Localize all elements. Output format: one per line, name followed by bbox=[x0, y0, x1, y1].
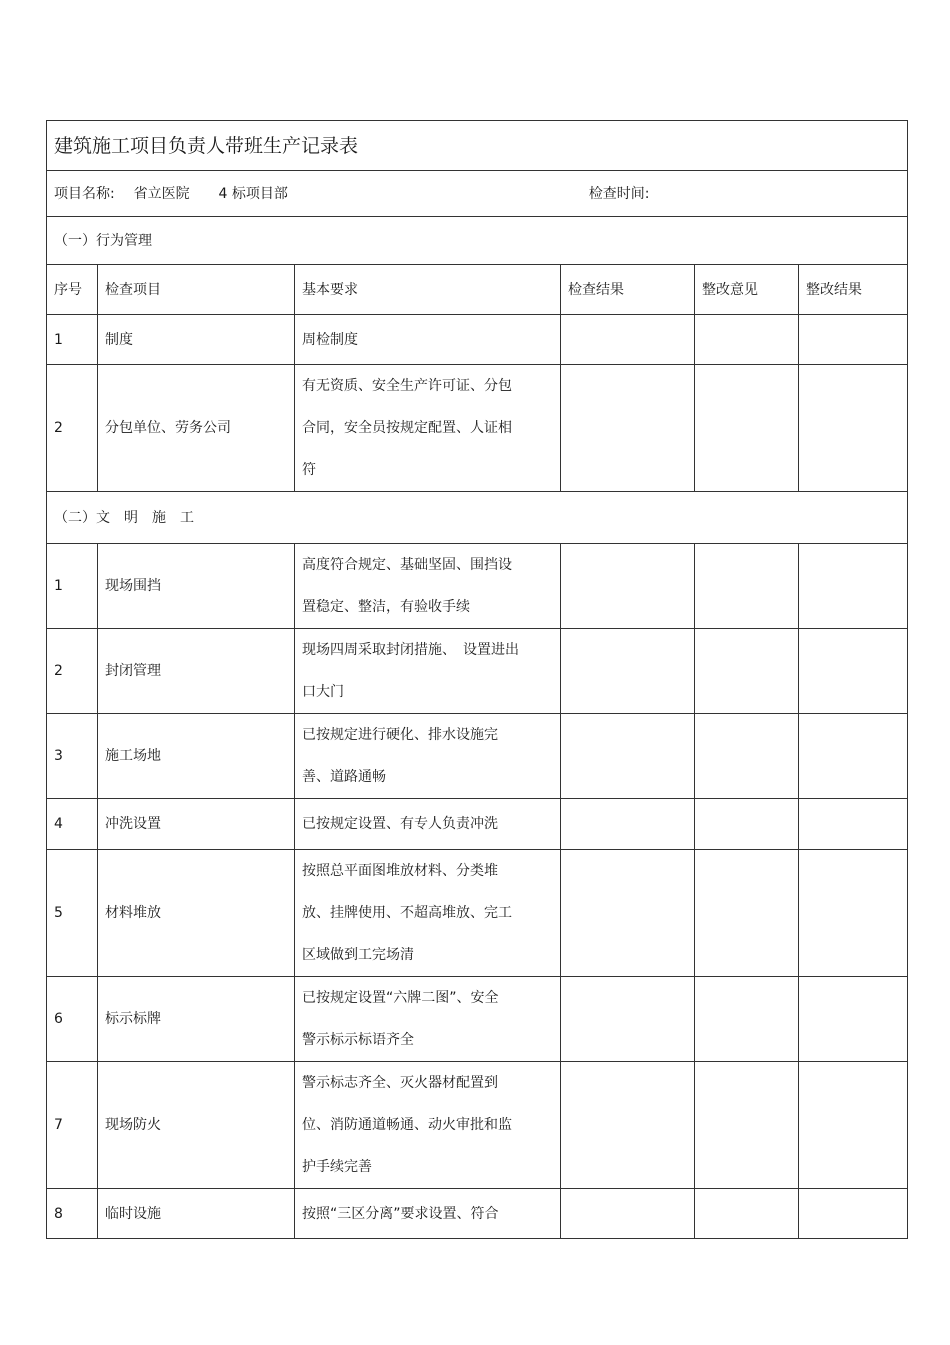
row-requirement bbox=[295, 977, 561, 1062]
table-row bbox=[47, 315, 908, 365]
requirement-line: 已按规定设置“六牌二图”、安全 bbox=[302, 990, 499, 1006]
requirement-line: 有无资质、安全生产许可证、分包 bbox=[302, 378, 512, 394]
requirement-line: 现场四周采取封闭措施、 设置进出 bbox=[302, 642, 519, 658]
fix-result-cell[interactable] bbox=[799, 365, 908, 492]
row-item: 制度 bbox=[98, 315, 295, 365]
row-item: 临时设施 bbox=[98, 1189, 295, 1239]
requirement-line: 善、道路通畅 bbox=[302, 769, 386, 785]
result-cell[interactable] bbox=[561, 544, 695, 629]
advice-cell[interactable] bbox=[695, 977, 799, 1062]
row-requirement bbox=[295, 1189, 561, 1239]
advice-cell[interactable] bbox=[695, 629, 799, 714]
advice-cell[interactable] bbox=[695, 1189, 799, 1239]
row-number: 1 bbox=[47, 544, 98, 629]
table-row bbox=[47, 714, 908, 799]
fix-result-cell[interactable] bbox=[799, 1189, 908, 1239]
record-table bbox=[46, 120, 908, 1239]
fix-result-cell[interactable] bbox=[799, 629, 908, 714]
advice-cell[interactable] bbox=[695, 365, 799, 492]
row-requirement bbox=[295, 365, 561, 492]
advice-cell[interactable] bbox=[695, 714, 799, 799]
check-time-label: 检查时间: bbox=[588, 185, 650, 202]
project-name-value: 省立医院 bbox=[133, 185, 190, 202]
fix-result-cell[interactable] bbox=[799, 544, 908, 629]
section-title-civilized: （二）文 明 施 工 bbox=[47, 492, 908, 544]
header-advice: 整改意见 bbox=[695, 265, 799, 315]
row-item: 冲洗设置 bbox=[98, 799, 295, 850]
requirement-line: 位、消防通道畅通、动火审批和监 bbox=[302, 1117, 512, 1133]
requirement-line: 合同，安全员按规定配置、人证相 bbox=[302, 420, 512, 436]
page-title: 建筑施工项目负责人带班生产记录表 bbox=[47, 121, 908, 171]
requirement-line: 按照“三区分离”要求设置、符合 bbox=[302, 1205, 499, 1222]
fix-result-cell[interactable] bbox=[799, 1062, 908, 1189]
table-row bbox=[47, 799, 908, 850]
table-row bbox=[47, 850, 908, 977]
row-number: 5 bbox=[47, 850, 98, 977]
section-title-behavior: （一）行为管理 bbox=[47, 217, 908, 265]
table-row bbox=[47, 977, 908, 1062]
advice-cell[interactable] bbox=[695, 315, 799, 365]
row-item: 现场围挡 bbox=[98, 544, 295, 629]
header-fix-result: 整改结果 bbox=[799, 265, 908, 315]
row-requirement bbox=[295, 629, 561, 714]
row-item: 材料堆放 bbox=[98, 850, 295, 977]
header-result: 检查结果 bbox=[561, 265, 695, 315]
advice-cell[interactable] bbox=[695, 544, 799, 629]
advice-cell[interactable] bbox=[695, 850, 799, 977]
requirement-line: 警示标示标语齐全 bbox=[302, 1032, 414, 1048]
requirement-line: 护手续完善 bbox=[302, 1159, 372, 1175]
row-requirement bbox=[295, 315, 561, 365]
advice-cell[interactable] bbox=[695, 799, 799, 850]
row-number: 7 bbox=[47, 1062, 98, 1189]
row-item: 现场防火 bbox=[98, 1062, 295, 1189]
project-dept: 4 标项目部 bbox=[218, 185, 288, 202]
row-item: 封闭管理 bbox=[98, 629, 295, 714]
requirement-line: 已按规定进行硬化、排水设施完 bbox=[302, 727, 498, 743]
row-requirement bbox=[295, 799, 561, 850]
result-cell[interactable] bbox=[561, 850, 695, 977]
table-row bbox=[47, 629, 908, 714]
row-number: 3 bbox=[47, 714, 98, 799]
header-item: 检查项目 bbox=[98, 265, 295, 315]
project-name-label: 项目名称: bbox=[54, 185, 115, 202]
fix-result-cell[interactable] bbox=[799, 315, 908, 365]
requirement-line: 口大门 bbox=[302, 684, 344, 700]
row-number: 2 bbox=[47, 629, 98, 714]
table-row bbox=[47, 1189, 908, 1239]
fix-result-cell[interactable] bbox=[799, 850, 908, 977]
result-cell[interactable] bbox=[561, 799, 695, 850]
advice-cell[interactable] bbox=[695, 1062, 799, 1189]
requirement-line: 置稳定、整洁，有验收手续 bbox=[302, 599, 470, 615]
row-item: 分包单位、劳务公司 bbox=[98, 365, 295, 492]
result-cell[interactable] bbox=[561, 1189, 695, 1239]
result-cell[interactable] bbox=[561, 714, 695, 799]
result-cell[interactable] bbox=[561, 365, 695, 492]
requirement-line: 周检制度 bbox=[302, 331, 358, 348]
row-requirement bbox=[295, 544, 561, 629]
fix-result-cell[interactable] bbox=[799, 714, 908, 799]
requirement-line: 已按规定设置、有专人负责冲洗 bbox=[302, 816, 498, 832]
requirement-line: 区域做到工完场清 bbox=[302, 947, 414, 963]
result-cell[interactable] bbox=[561, 1062, 695, 1189]
row-number: 4 bbox=[47, 799, 98, 850]
table-row bbox=[47, 1062, 908, 1189]
table-row bbox=[47, 544, 908, 629]
header-row bbox=[47, 265, 908, 315]
project-info-row bbox=[47, 171, 908, 217]
requirement-line: 警示标志齐全、灭火器材配置到 bbox=[302, 1075, 498, 1091]
row-item: 施工场地 bbox=[98, 714, 295, 799]
row-number: 1 bbox=[47, 315, 98, 365]
requirement-line: 按照总平面图堆放材料、分类堆 bbox=[302, 863, 498, 879]
fix-result-cell[interactable] bbox=[799, 799, 908, 850]
header-no: 序号 bbox=[47, 265, 98, 315]
row-requirement bbox=[295, 850, 561, 977]
row-requirement bbox=[295, 714, 561, 799]
row-requirement bbox=[295, 1062, 561, 1189]
requirement-line: 高度符合规定、基础坚固、围挡设 bbox=[302, 557, 512, 573]
requirement-line: 放、挂牌使用、不超高堆放、完工 bbox=[302, 905, 512, 921]
result-cell[interactable] bbox=[561, 629, 695, 714]
row-item: 标示标牌 bbox=[98, 977, 295, 1062]
result-cell[interactable] bbox=[561, 977, 695, 1062]
row-number: 6 bbox=[47, 977, 98, 1062]
row-number: 8 bbox=[47, 1189, 98, 1239]
row-number: 2 bbox=[47, 365, 98, 492]
fix-result-cell[interactable] bbox=[799, 977, 908, 1062]
table-row bbox=[47, 365, 908, 492]
header-req: 基本要求 bbox=[295, 265, 561, 315]
requirement-line: 符 bbox=[302, 462, 316, 478]
result-cell[interactable] bbox=[561, 315, 695, 365]
